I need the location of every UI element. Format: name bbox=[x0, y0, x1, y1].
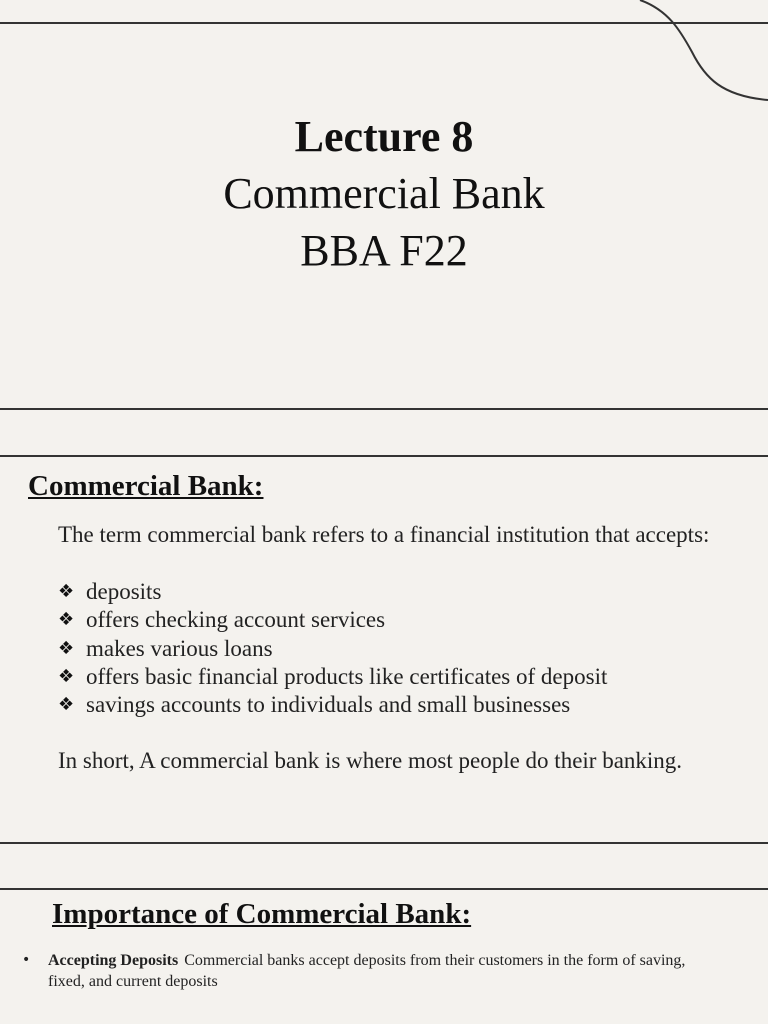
list-item bbox=[58, 635, 607, 663]
list-item bbox=[58, 606, 607, 634]
list-item bbox=[58, 691, 607, 719]
lecture-title: Lecture 8 bbox=[294, 112, 474, 161]
importance-item-term: Accepting Deposits bbox=[48, 952, 179, 969]
lecture-subtitle-course: Commercial Bank bbox=[223, 169, 545, 219]
bullet-dot-icon: • bbox=[22, 952, 31, 968]
slide3-heading: Importance of Commercial Bank: bbox=[52, 898, 472, 930]
slide2-bottom-rule bbox=[0, 842, 768, 844]
diamond-bullet-icon: ❖ bbox=[58, 665, 75, 687]
lecture-subtitle-class: BBA F22 bbox=[300, 226, 468, 276]
curve-decoration bbox=[0, 0, 768, 110]
list-item-label: deposits bbox=[86, 579, 162, 604]
slide3-top-rule bbox=[0, 888, 768, 890]
diamond-bullet-icon: ❖ bbox=[58, 694, 75, 716]
list-item-label: offers basic financial products like certificates of deposit bbox=[86, 663, 608, 689]
importance-item-description: Commercial banks accept deposits from their customers in the form of saving, fixed, and current deposits bbox=[48, 952, 686, 990]
importance-item-text bbox=[48, 950, 722, 992]
diamond-bullet-icon: ❖ bbox=[58, 609, 75, 631]
diamond-bullet-icon: ❖ bbox=[58, 581, 75, 602]
slide2-bullet-list bbox=[58, 578, 607, 719]
importance-item bbox=[22, 950, 722, 992]
diamond-bullet-icon: ❖ bbox=[58, 637, 75, 659]
slide2-heading: Commercial Bank: bbox=[28, 470, 264, 502]
slide2-summary: In short, A commercial bank is where most people do their banking. bbox=[58, 748, 683, 773]
slide1-bottom-rule bbox=[0, 408, 768, 410]
slide2-intro: The term commercial bank refers to a financial institution that accepts: bbox=[58, 522, 710, 547]
slide2-top-rule bbox=[0, 455, 768, 457]
list-item bbox=[58, 578, 607, 606]
list-item-label: savings accounts to individuals and small businesses bbox=[86, 692, 571, 718]
list-item-label: offers checking account services bbox=[86, 607, 386, 633]
list-item-label: makes various loans bbox=[86, 635, 273, 661]
title-slide bbox=[0, 108, 768, 280]
list-item bbox=[58, 663, 607, 691]
